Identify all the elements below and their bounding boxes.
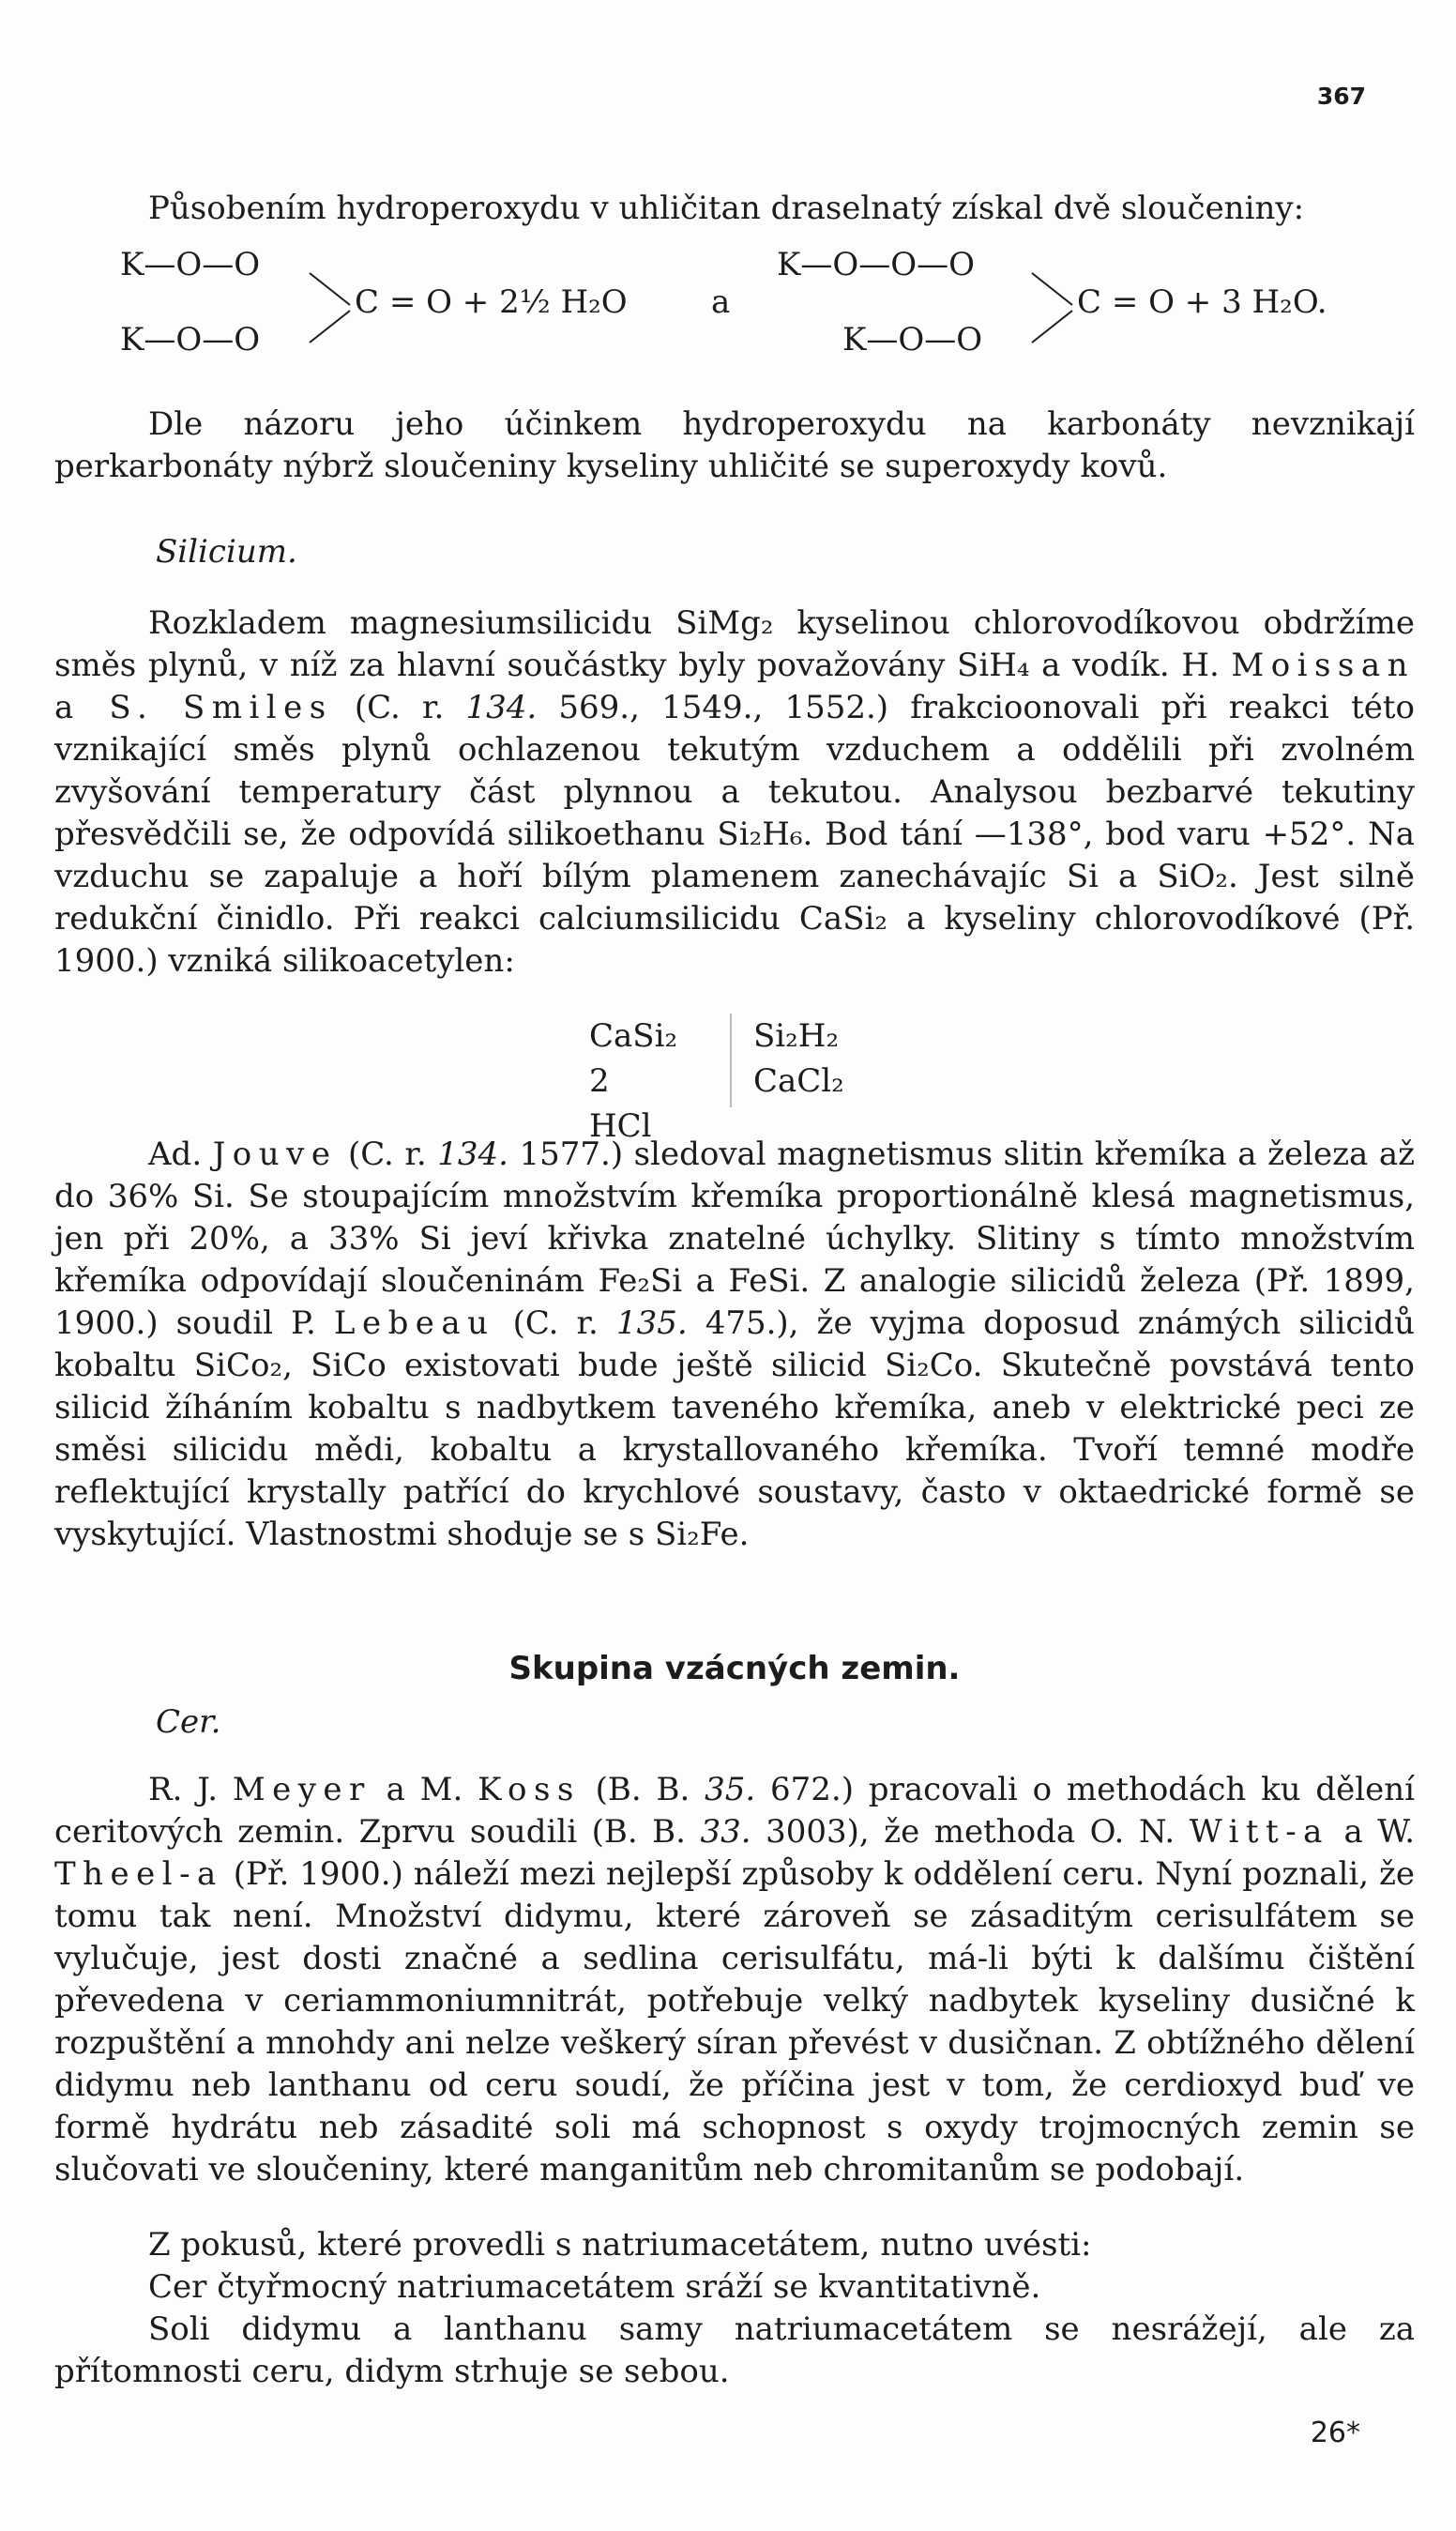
equation-left-bottom: K—O—O bbox=[120, 321, 261, 358]
scheme-right-1: Si₂H₂ bbox=[753, 1017, 840, 1055]
silicium-paragraph-2: Ad. Jouve (C. r. 134. 1577.) sledoval magnetismus slitin křemíka a železa až do 36% Si. Se stoupajícím množstvím křemíka proportionálně klesá magnetismus, jen při 20%, a 33% Si jeví křivka znatelné úchylky. Slitiny s tímto množstvím křemíka odpovídají sloučeninám Fe₂Si a FeSi. Z analogie silicidů železa (Př. 1899, 1900.) soudil P. Lebeau (C. r. 135. 475.), že vyjma doposud známých silicidů kobaltu SiCo₂, SiCo existovati bude ještě silicid Si₂Co. Skutečně povstává tento silicid žíháním kobaltu s nadbytkem taveného křemíka, aneb v elektrické peci ze směsi silicidu mědi, kobaltu a krystallovaného křemíka. Tvoří temné modře reflektující krystally patřící do krychlové soustavy, často v oktaedrické formě se vyskytující. Vlastnostmi shoduje se s Si₂Fe. bbox=[54, 1136, 1416, 1553]
equation-left-top: K—O—O bbox=[120, 246, 261, 283]
page-number: 367 bbox=[1316, 83, 1366, 110]
equation-right-rest: C = O + 3 H₂O. bbox=[1077, 283, 1327, 321]
equation-right-top: K—O—O—O bbox=[777, 246, 976, 283]
group-heading: Skupina vzácných zemin. bbox=[508, 1650, 961, 1687]
cer-heading: Cer. bbox=[156, 1703, 221, 1741]
opinion-paragraph: Dle názoru jeho účinkem hydroperoxydu na karbonáty nevznikají perkarbonáty nýbrž sloučeniny kyseliny uhličité se superoxydy kovů. bbox=[54, 405, 1415, 485]
equation-connector: a bbox=[711, 283, 731, 321]
intro-paragraph: Působením hydroperoxydu v uhličitan draselnatý získal dvě sloučeniny: bbox=[148, 190, 1305, 227]
document-page bbox=[54, 0, 1415, 2531]
scheme-left-1: CaSi₂ bbox=[589, 1017, 678, 1055]
silicium-heading: Silicium. bbox=[156, 533, 297, 571]
cer-paragraph-4: Soli didymu a lanthanu samy natriumacetátem se nesrážejí, ale za přítomnosti ceru, didym strhuje se sebou. bbox=[54, 2310, 1415, 2390]
cer-paragraph-3: Cer čtyřmocný natriumacetátem sráží se kvantitativně. bbox=[148, 2268, 1041, 2306]
equation-right-bottom: K—O—O bbox=[842, 321, 983, 358]
cer-paragraph-2: Z pokusů, které provedli s natriumacetátem, nutno uvésti: bbox=[148, 2226, 1092, 2264]
scheme-right-2: CaCl₂ bbox=[753, 1062, 844, 1100]
cer-paragraph-1: R. J. Meyer a M. Koss (B. B. 35. 672.) pracovali o methodách ku dělení ceritových zemin. Zprvu soudili (B. B. 33. 3003), že methoda O. N. Witt-a a W. Theel-a (Př. 1900.) náleží mezi nejlepší způsoby k oddělení ceru. Nyní poznali, že tomu tak není. Množství didymu, které zároveň se zásaditým cerisulfátem se vylučuje, jest dosti značné a sedlina cerisulfátu, má-li býti k dalšímu čištění převedena v ceriammoniumnitrát, potřebuje velký nadbytek kyseliny dusičné k rozpuštění a mnohdy ani nelze veškerý síran převést v dusičnan. Z obtížného dělení didymu neb lanthanu od ceru soudí, že příčina jest v tom, že cerdioxyd buď ve formě hydrátu neb zásadité soli má schopnost s oxydy trojmocných zemin se slučovati ve sloučeniny, které manganitům neb chromitanům se podobají. bbox=[54, 1771, 1416, 2188]
scheme-left-2: 2 HCl bbox=[589, 1062, 652, 1145]
equation-left-rest: C = O + 2½ H₂O bbox=[355, 283, 628, 321]
silicium-paragraph-1: Rozkladem magnesiumsilicidu SiMg₂ kyselinou chlorovodíkovou obdržíme směs plynů, v níž za hlavní součástky byly považovány SiH₄ a vodík. H. Moissan a S. Smiles (C. r. 134. 569., 1549., 1552.) frakcioonovali při reakci této vznikající směs plynů ochlazenou tekutým vzduchem a oddělili při zvolném zvyšování temperatury část plynnou a tekutou. Analysou bezbarvé tekutiny přesvědčili se, že odpovídá silikoethanu Si₂H₆. Bod tání —138°, bod varu +52°. Na vzduchu se zapaluje a hoří bílým plamenem zanechávajíc Si a SiO₂. Jest silně redukční činidlo. Při reakci calciumsilicidu CaSi₂ a kyseliny chlorovodíkové (Př. 1900.) vzniká silikoacetylen: bbox=[54, 604, 1415, 980]
signature-mark: 26* bbox=[1310, 2417, 1360, 2449]
scheme-divider bbox=[730, 1014, 732, 1107]
